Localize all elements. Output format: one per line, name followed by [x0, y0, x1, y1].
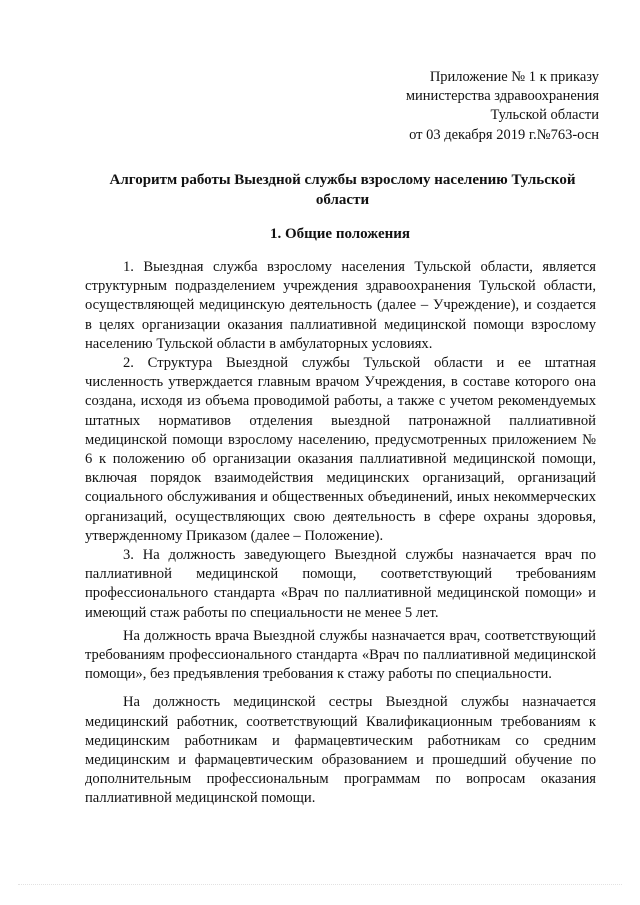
section-heading-general-provisions: 1. Общие положения — [269, 226, 411, 242]
paragraph-3: 3. На должность заведующего Выездной службы назначается врач по паллиативной медицинской помощи, соответствующий требованиям профессионального стандарта «Врач по паллиативной медицинской помощи» и имеющий стаж работы по специальности не менее 5 лет. — [85, 547, 596, 621]
header-line-order-date: от 03 декабря 2019 г.№763-осн — [409, 126, 599, 143]
paragraph-2: 2. Структура Выездной службы Тульской области и ее штатная численность утверждается главным врачом Учреждения, в составе которого она создана, исходя из объема проводимой работы, а также с учетом рекомендуемых штатных нормативов отделения выездной патронажной паллиативной медицинской помощи взрослому населению, предусмотренных приложением № 6 к положению об организации оказания паллиативной медицинской помощи, включая порядок взаимодействия медицинских организаций, организаций социального обслуживания и общественных объединений, иных некоммерческих организаций, осуществляющих свою деятельность в сфере охраны здоровья, утвержденному Приказом (далее – Положение). — [85, 355, 596, 544]
header-line-ministry: министерства здравоохранения — [405, 88, 599, 105]
scan-edge-artifact — [18, 884, 622, 886]
document-body — [85, 258, 596, 809]
header-line-region: Тульской области — [490, 107, 599, 124]
document-title: Алгоритм работы Выездной службы взрослому населению Тульской области — [109, 172, 576, 208]
paragraph-1: 1. Выездная служба взрослому населения Тульской области, является структурным подразделением учреждения здравоохранения Тульской области, осуществляющей медицинскую деятельность (далее – Учреждение), и создается в целях организации оказания паллиативной медицинской помощи взрослому населению Тульской области в амбулаторных условиях. — [85, 259, 596, 352]
header-line-appendix: Приложение № 1 к приказу — [429, 69, 599, 85]
order-reference-header — [359, 68, 599, 145]
paragraph-5: На должность медицинской сестры Выездной службы назначается медицинский работник, соответствующий Квалификационным требованиям к медицинским работникам и фармацевтическим работникам со средним медицинским и фармацевтическим образованием и прошедший обучение по дополнительным профессиональным программам по вопросам оказания паллиативной медицинской помощи. — [85, 694, 596, 807]
paragraph-4: На должность врача Выездной службы назначается врач, соответствующий требованиям профессионального стандарта «Врач по паллиативной медицинской помощи», без предъявления требования к стажу работы по специальности. — [85, 627, 596, 683]
